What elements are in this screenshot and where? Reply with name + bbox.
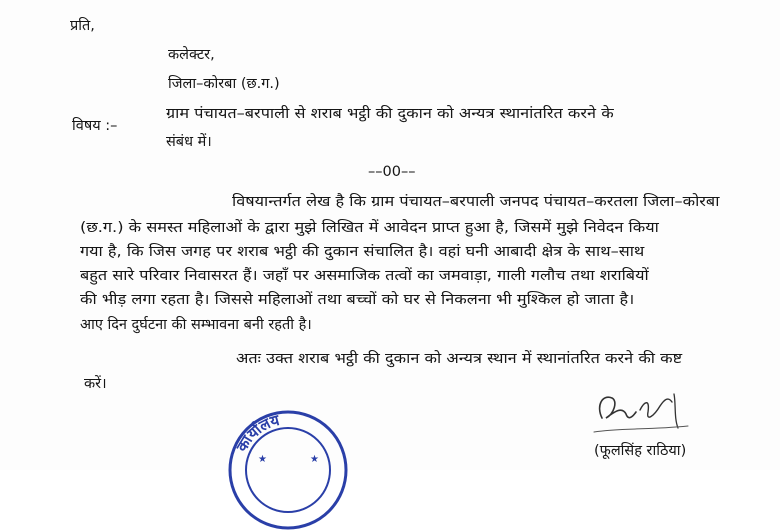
body-line-1: विषयान्तर्गत लेख है कि ग्राम पंचायत–बरपाली जनपद पंचायत–करतला जिला–कोरबा — [232, 194, 720, 210]
body-line-6: आए दिन दुर्घटना की सम्भावना बनी रहती है। — [80, 317, 312, 333]
subject-line-2: संबंध में। — [166, 134, 212, 150]
body-line-2: (छ.ग.) के समस्त महिलाओं के द्वारा मुझे लिखित में आवेदन प्राप्त हुआ है, जिसमें मुझे निवेदन किया — [80, 220, 659, 236]
seal-text: कार्यालय — [232, 410, 282, 455]
subject-label: विषय :– — [72, 118, 118, 134]
svg-text:★: ★ — [258, 454, 267, 465]
svg-text:★: ★ — [310, 454, 319, 465]
separator: ––00–– — [368, 164, 416, 180]
recipient-title: कलेक्टर, — [168, 47, 215, 63]
body-line-4: बहुत सारे परिवार निवासरत हैं। जहाँ पर असमाजिक तत्वों का जमवाड़ा, गाली गलौच तथा शराबियों — [80, 268, 649, 284]
request-line-2: करें। — [84, 376, 107, 392]
svg-text:कार्यालय — [232, 411, 282, 456]
body-line-5: की भीड़ लगा रहता है। जिससे महिलाओं तथा बच्चों को घर से निकलना भी मुश्किल हो जाता है। — [80, 292, 635, 308]
request-line-1: अतः उक्त शराब भट्ठी की दुकान को अन्यत्र स्थान में स्थानांतरित करने की कष्ट — [236, 351, 683, 367]
subject-line-1: ग्राम पंचायत–बरपाली से शराब भट्ठी की दुकान को अन्यत्र स्थानांतरित करने के — [166, 106, 614, 122]
salutation-prati: प्रति, — [70, 18, 95, 34]
signature — [588, 388, 698, 440]
body-line-3: गया है, कि जिस जगह पर शराब भट्ठी की दुकान संचालित है। वहां घनी आबादी क्षेत्र के साथ–साथ — [80, 244, 645, 260]
signatory-name: (फूलसिंह राठिया) — [594, 443, 687, 459]
office-seal — [228, 410, 348, 530]
recipient-district: जिला–कोरबा (छ.ग.) — [168, 76, 280, 92]
